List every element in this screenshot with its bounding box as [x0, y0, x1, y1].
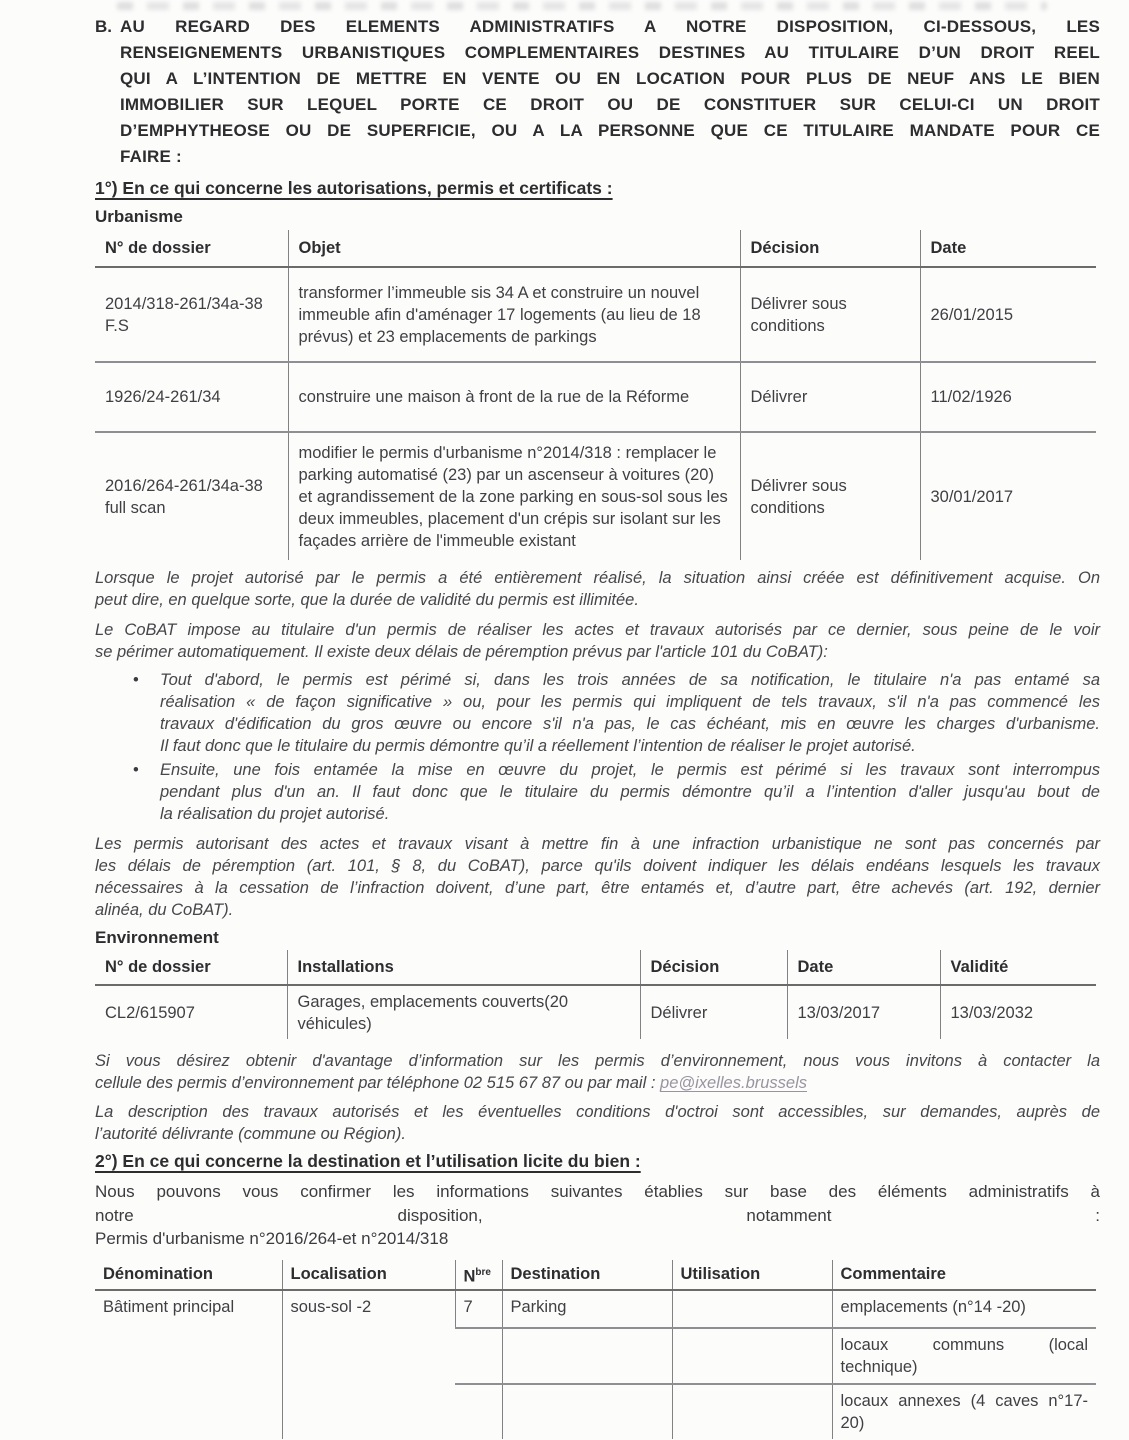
section-b-paragraph	[95, 14, 1100, 170]
destination-header-row	[95, 1260, 1096, 1291]
section-b-body	[120, 14, 1100, 170]
paragraph-line: l’autorité délivrante (commune ou Région).	[95, 1125, 406, 1143]
paragraph-line: pendant plus d'un an. Il faut donc que le titulaire du permis démontre qu’il a l’intention d'aller jusqu'au bout de	[160, 783, 1100, 801]
paragraph-word: notre	[95, 1205, 134, 1225]
paragraph-text: cellule des permis d’environnement par téléphone 02 515 67 87 ou par mail :	[95, 1074, 661, 1092]
table-row	[95, 362, 1096, 432]
cell-dossier: CL2/615907	[105, 1003, 195, 1022]
paragraph-line: réalisation « de façon significative » ou, pour les permis qui impliquent de tels travaux, s'il n'a pas commencé les	[160, 693, 1100, 711]
paragraph-line	[95, 1072, 1100, 1094]
cell-decision: Délivrer	[740, 362, 920, 432]
paragraph-line: Lorsque le projet autorisé par le permis a été entièrement réalisé, la situation ainsi créée est définitivement acquise. On	[95, 569, 1100, 587]
col-header-decision: Décision	[640, 950, 787, 985]
scan-artifact	[117, 2, 1047, 10]
col-header-commentaire: Commentaire	[832, 1260, 1096, 1291]
paragraph-line: Nous pouvons vous confirmer les informations suivantes établies sur base des éléments administratifs à	[95, 1182, 1100, 1201]
paragraph-line: travaux d'édification du gros œuvre ou encore s'il n'a pas, le cas échéant, mis en œuvre les charges d'urbanisme.	[160, 715, 1100, 733]
col-header-denomination: Dénomination	[95, 1260, 282, 1291]
urbanisme-title: Urbanisme	[95, 207, 183, 226]
paragraph-confirm	[95, 1180, 1100, 1251]
section-b-line: D’EMPHYTHEOSE OU DE SUPERFICIE, OU A LA PERSONNE QUE CE TITULAIRE MANDATE POUR CE	[120, 121, 1100, 140]
cell-dossier: 1926/24-261/34	[95, 362, 288, 432]
cell-nbre	[455, 1328, 502, 1384]
paragraph-line: nécessaires à la cessation de l’infraction doivent, d’une part, être entamés et, d’autre part, être achevés (art. 192, dernier	[95, 879, 1100, 897]
paragraph-line: Le CoBAT impose au titulaire d'un permis de réaliser les actes et travaux autorisés par ce dernier, sous peine de le voir	[95, 621, 1100, 639]
cell-validite: 13/03/2032	[940, 985, 1096, 1039]
paragraph-line: La description des travaux autorisés et les éventuelles conditions d'octroi sont accessibles, sur demandes, auprès de	[95, 1103, 1100, 1121]
col-header-date: Date	[787, 950, 940, 985]
col-header-date: Date	[920, 230, 1096, 267]
paragraph-word: :	[1095, 1205, 1100, 1225]
col-header-utilisation: Utilisation	[672, 1260, 832, 1291]
cell-date: 13/03/2017	[787, 985, 940, 1039]
cell-utilisation	[672, 1290, 832, 1328]
cell-commentaire: emplacements (n°14 -20)	[832, 1290, 1096, 1328]
section-b-line: RENSEIGNEMENTS URBANISTIQUES COMPLEMENTAIRES DESTINES AU TITULAIRE D’UN DROIT REEL	[120, 43, 1100, 62]
paragraph-line: Les permis autorisant des actes et travaux visant à mettre fin à une infraction urbanistique ne sont pas concernés par	[95, 835, 1100, 853]
heading-destination: 2°) En ce qui concerne la destination et l’utilisation licite du bien :	[95, 1151, 641, 1171]
paragraph-line: Il faut donc que le titulaire du permis démontre qu’il a réellement l’intention de réaliser le projet autorisé.	[160, 737, 916, 755]
cell-decision: Délivrer	[640, 985, 787, 1039]
cell-destination	[502, 1384, 672, 1439]
email-link[interactable]: pe@ixelles.brussels	[660, 1074, 808, 1092]
col-header-destination: Destination	[502, 1260, 672, 1291]
heading-permits: 1°) En ce qui concerne les autorisations, permis et certificats :	[95, 178, 613, 198]
paragraph-lorsque	[95, 567, 1100, 611]
col-header-dossier: N° de dossier	[95, 950, 287, 985]
cell-localisation: sous-sol -2	[282, 1290, 455, 1439]
paragraph-line: Si vous désirez obtenir d'avantage d’information sur les permis d’environnement, nous vous invitons à contacter la	[95, 1052, 1100, 1070]
destination-table	[95, 1260, 1096, 1440]
cell-commentaire: locaux communs (local technique)	[832, 1328, 1096, 1384]
col-header-installations: Installations	[287, 950, 640, 985]
cell-commentaire: locaux annexes (4 caves n°17-20)	[832, 1384, 1096, 1439]
cell-objet: construire une maison à front de la rue de la Réforme	[288, 362, 740, 432]
cell-date: 26/01/2015	[920, 267, 1096, 362]
paragraph-line: la réalisation du projet autorisé.	[160, 805, 390, 823]
section-b-line: IMMOBILIER SUR LEQUEL PORTE CE DROIT OU DE CONSTITUER SUR CELUI-CI UN DROIT	[120, 95, 1100, 114]
list-item	[95, 669, 1100, 757]
paragraph-line: se périmer automatiquement. Il existe deux délais de péremption prévus par l'article 101 du CoBAT):	[95, 643, 828, 661]
cell-denomination: Bâtiment principal	[103, 1298, 235, 1316]
section-b-line: FAIRE :	[120, 147, 182, 166]
cell-date: 11/02/1926	[920, 362, 1096, 432]
table-row	[95, 1290, 1096, 1328]
cell-objet: transformer l’immeuble sis 34 A et construire un nouvel immeuble afin d'aménager 17 logements (au lieu de 18 prévus) et 23 emplacements de parkings	[288, 267, 740, 362]
paragraph-word: notamment	[746, 1205, 832, 1225]
cell-nbre: 7	[455, 1290, 502, 1328]
cell-destination: Parking	[502, 1290, 672, 1328]
cell-decision: Délivrer sous conditions	[740, 267, 920, 362]
nbre-base: N	[463, 1267, 476, 1285]
cell-dossier: 2016/264-261/34a-38 full scan	[105, 476, 263, 517]
col-header-objet: Objet	[288, 230, 740, 267]
section-b-line: QUI A L’INTENTION DE METTRE EN VENTE OU EN LOCATION POUR PLUS DE NEUF ANS LE BIEN	[120, 69, 1100, 88]
paragraph-word: disposition,	[397, 1205, 483, 1225]
environnement-title: Environnement	[95, 928, 219, 947]
paragraph-description	[95, 1101, 1100, 1145]
urbanisme-table	[95, 230, 1096, 560]
section-b-label: B.	[95, 17, 112, 36]
list-item	[95, 759, 1100, 825]
environnement-header-row	[95, 950, 1096, 985]
paragraph-line: les délais de péremption (art. 101, § 8, du CoBAT), parce qu'ils doivent indiquer les délais endéans lesquels les travaux	[95, 857, 1100, 875]
table-row	[95, 432, 1096, 560]
cell-nbre	[455, 1384, 502, 1439]
nbre-sup: bre	[475, 1266, 491, 1278]
paragraph-line: • Ensuite, une fois entamée la mise en œuvre du projet, le permis est périmé si les travaux sont interrompus	[160, 761, 1100, 779]
col-header-decision: Décision	[740, 230, 920, 267]
cell-decision: Délivrer sous conditions	[740, 432, 920, 560]
col-header-nbre	[455, 1260, 502, 1291]
col-header-localisation: Localisation	[282, 1260, 455, 1291]
paragraph-sivous	[95, 1050, 1100, 1094]
cell-installations: Garages, emplacements couverts(20 véhicules)	[287, 985, 640, 1039]
table-row	[95, 267, 1096, 362]
paragraph-line: • Tout d'abord, le permis est périmé si, dans les trois années de sa notification, le titulaire n'a pas entamé sa	[160, 671, 1100, 689]
section-b-line: AU REGARD DES ELEMENTS ADMINISTRATIFS A NOTRE DISPOSITION, CI-DESSOUS, LES	[120, 17, 1100, 36]
paragraph-infraction	[95, 833, 1100, 921]
environnement-table	[95, 950, 1096, 1039]
table-row	[95, 985, 1096, 1039]
cell-date: 30/01/2017	[920, 432, 1096, 560]
cell-destination	[502, 1328, 672, 1384]
paragraph-line: peut dire, en quelque sorte, que la durée de validité du permis est illimitée.	[95, 591, 639, 609]
paragraph-line	[95, 1204, 1100, 1228]
paragraph-cobat	[95, 619, 1100, 663]
paragraph-line: Permis d'urbanisme n°2016/264-et n°2014/318	[95, 1229, 449, 1248]
cell-utilisation	[672, 1328, 832, 1384]
bullet-list	[95, 669, 1100, 825]
cell-objet: modifier le permis d'urbanisme n°2014/318 : remplacer le parking automatisé (23) par un ascenseur à voitures (20) et agrandissement de la zone parking en sous-sol sous les deux immeubles, placement d'un crépis sur isolant sur les façades arrière de l'immeuble existant	[288, 432, 740, 560]
urbanisme-header-row	[95, 230, 1096, 267]
cell-dossier: 2014/318-261/34a-38 F.S	[95, 267, 288, 362]
paragraph-line: alinéa, du CoBAT).	[95, 901, 234, 919]
cell-utilisation	[672, 1384, 832, 1439]
col-header-dossier: N° de dossier	[95, 230, 288, 267]
col-header-validite: Validité	[940, 950, 1096, 985]
